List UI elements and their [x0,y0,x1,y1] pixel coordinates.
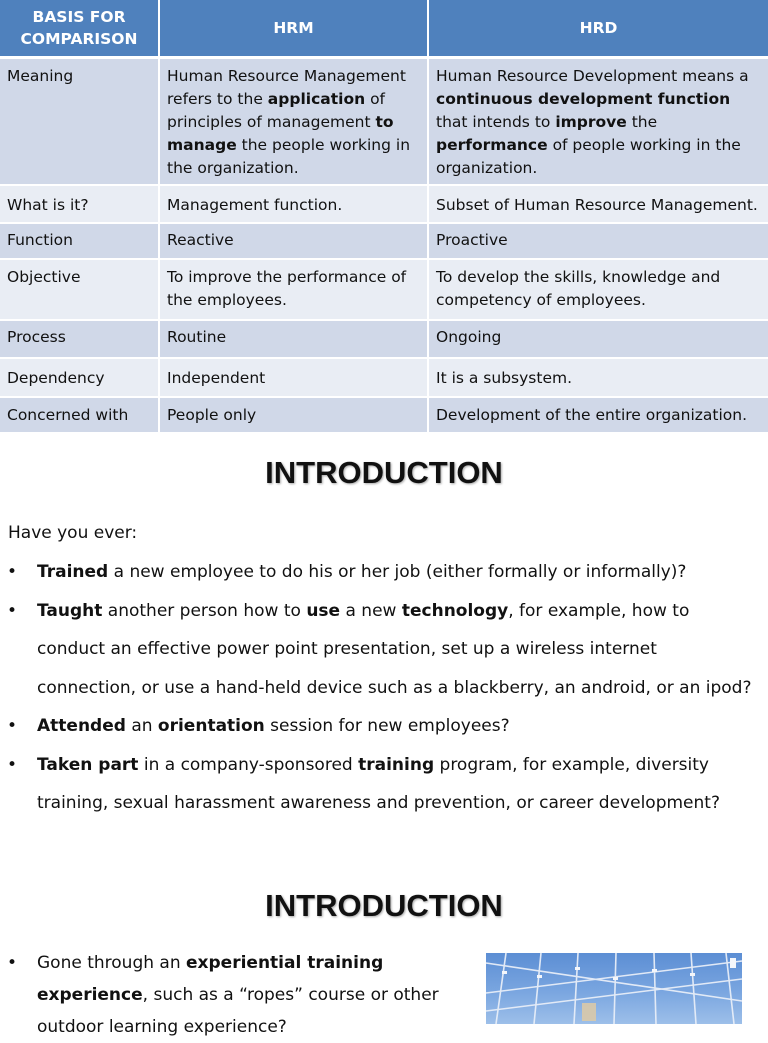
emphasis-text: experiential training experience [37,953,384,1005]
list-item [0,553,768,592]
bullet-text [37,755,720,814]
plain-text: , for example, how to conduct an effective power point presentation, set up a wireless internet connection, or use a hand-held device such as a blackberry, an android, or an ipod? [37,600,752,698]
cell-hrm: Reactive [160,224,429,260]
header-basis: BASIS FOR COMPARISON [0,0,160,59]
emphasis-text: performance [436,136,548,154]
emphasis-text: orientation [157,716,265,736]
header-hrm: HRM [160,0,429,59]
slide1-lead: Have you ever: [8,523,138,543]
bullet-icon: • [7,716,18,736]
table-row [0,260,768,321]
emphasis-text: improve [555,113,627,131]
emphasis-text: application [267,90,366,108]
plain-text: of people working in the organization. [436,136,741,177]
bullet-text [37,953,439,1037]
header-hrd: HRD [429,0,768,59]
emphasis-text: Taken part [37,754,139,775]
ropes-course-illustration [486,953,742,1024]
cell-hrd: Proactive [429,224,768,260]
cell-hrm: Management function. [160,186,429,224]
cell-hrm: Routine [160,321,429,359]
cell-hrm: To improve the performance of the employees. [160,260,429,321]
bullet-icon: • [7,754,18,775]
emphasis-text: training [358,754,435,775]
slide1-title: INTRODUCTION [265,455,503,490]
emphasis-text: Taught [37,600,103,621]
plain-text: program, for example, diversity training, sexual harassment awareness and prevention, or career development? [37,754,720,813]
emphasis-text: continuous development function [436,90,731,108]
list-item [0,707,768,746]
emphasis-text: to manage [167,113,394,154]
cell-basis: Objective [0,260,160,321]
plain-text: Human Resource Development means a [436,67,749,85]
plain-text: Human Resource Management refers to the [167,67,406,108]
ropes-course-photo [486,953,742,1024]
emphasis-text: technology [401,600,509,621]
table-row [0,321,768,359]
plain-text: in a company-sponsored [138,754,359,775]
list-item [0,592,768,708]
plain-text: another person how to [102,600,307,621]
table-row [0,186,768,224]
plain-text: a new employee to do his or her job (either formally or informally)? [108,562,687,582]
cell-basis: Concerned with [0,398,160,434]
emphasis-text: Trained [37,562,109,582]
cell-basis: Function [0,224,160,260]
cell-hrm: People only [160,398,429,434]
bullet-text [37,716,510,736]
cell-basis: What is it? [0,186,160,224]
cell-hrm: Independent [160,359,429,398]
cell-hrd: Subset of Human Resource Management. [429,186,768,224]
slide2-title: INTRODUCTION [265,888,503,923]
plain-text: that intends to [436,113,556,131]
table-header-row [0,0,768,59]
bullet-icon: • [7,562,18,582]
plain-text: Gone through an [37,953,187,973]
emphasis-text: use [306,600,341,621]
comparison-table [0,0,768,434]
bullet-text [37,562,686,582]
cell-hrd: It is a subsystem. [429,359,768,398]
emphasis-text: Attended [37,716,126,736]
plain-text: the people working in the organization. [167,136,411,177]
plain-text: , such as a “ropes” course or other outdoor learning experience? [37,985,439,1037]
table-row [0,359,768,398]
bullet-text [37,601,751,698]
cell-hrd: To develop the skills, knowledge and competency of employees. [429,260,768,321]
list-item [0,746,768,823]
table-row [0,224,768,260]
table-row [0,398,768,434]
table-row [0,59,768,186]
cell-basis: Process [0,321,160,359]
plain-text: session for new employees? [264,716,510,736]
cell-hrm [160,59,429,186]
plain-text: a new [340,600,402,621]
bullet-icon: • [7,953,18,973]
cell-hrd: Development of the entire organization. [429,398,768,434]
cell-basis: Dependency [0,359,160,398]
plain-text: an [125,716,158,736]
plain-text: of principles of management [167,90,386,131]
slide1-bullet-list [0,553,768,823]
cell-hrd [429,59,768,186]
cell-basis: Meaning [0,59,160,186]
cell-hrd: Ongoing [429,321,768,359]
bullet-icon: • [7,600,18,621]
plain-text: the [626,113,658,131]
